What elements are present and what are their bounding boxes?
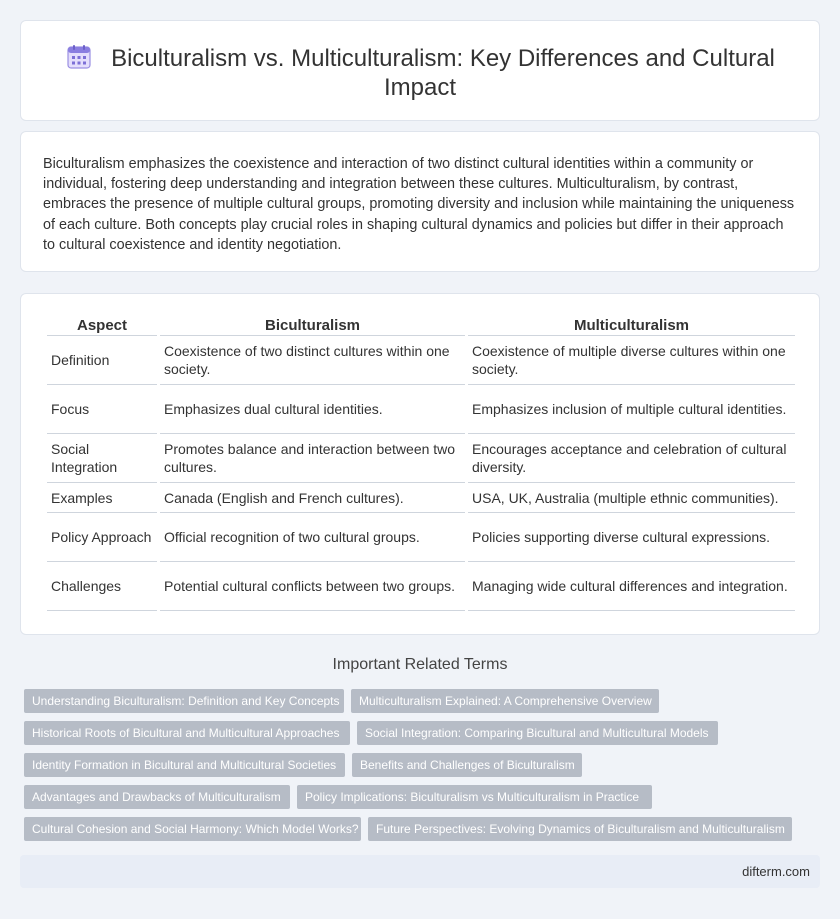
related-term-tag[interactable]: Advantages and Drawbacks of Multiculturalism	[24, 785, 290, 809]
table-cell-biculturalism: Potential cultural conflicts between two groups.	[160, 562, 465, 611]
table-row	[47, 385, 795, 434]
intro-paragraph: Biculturalism emphasizes the coexistence and interaction of two distinct cultural identities within a community or individual, fostering deep understanding and integration between these cultures. Multiculturalism, by contrast, embraces the presence of multiple cultural groups, promoting diversity and inclusion while maintaining the uniqueness of each culture. Both concepts play crucial roles in shaping cultural dynamics and policies but differ in their approach to cultural coexistence and identity negotiation.	[43, 156, 795, 253]
related-term-tag[interactable]: Social Integration: Comparing Bicultural and Multicultural Models	[357, 721, 718, 745]
related-term-tag[interactable]: Multiculturalism Explained: A Comprehensive Overview	[351, 689, 659, 713]
table-cell-multiculturalism: Coexistence of multiple diverse cultures within one society.	[468, 336, 795, 385]
table-cell-multiculturalism: USA, UK, Australia (multiple ethnic communities).	[468, 483, 795, 513]
related-term-tag[interactable]: Benefits and Challenges of Biculturalism	[352, 753, 582, 777]
table-row	[47, 336, 795, 385]
related-term-tag[interactable]: Understanding Biculturalism: Definition and Key Concepts	[24, 689, 344, 713]
table-row	[47, 513, 795, 562]
calendar-grid-icon	[65, 43, 93, 71]
table-cell-aspect: Definition	[47, 336, 157, 385]
column-header: Aspect	[47, 316, 157, 336]
related-term-tag[interactable]: Identity Formation in Bicultural and Multicultural Societies	[24, 753, 345, 777]
header-card	[20, 20, 820, 121]
related-term-tag[interactable]: Cultural Cohesion and Social Harmony: Which Model Works?	[24, 817, 361, 841]
table-header-row	[47, 316, 795, 336]
table-cell-biculturalism: Emphasizes dual cultural identities.	[160, 385, 465, 434]
page-title: Biculturalism vs. Multiculturalism: Key Differences and Cultural Impact	[111, 45, 775, 101]
column-header: Multiculturalism	[468, 316, 795, 336]
related-term-tag[interactable]: Historical Roots of Bicultural and Multicultural Approaches	[24, 721, 350, 745]
page-title-row	[61, 43, 779, 102]
table-cell-multiculturalism: Encourages acceptance and celebration of cultural diversity.	[468, 434, 795, 483]
related-term-tag[interactable]: Future Perspectives: Evolving Dynamics of Biculturalism and Multiculturalism	[368, 817, 792, 841]
table-cell-multiculturalism: Policies supporting diverse cultural expressions.	[468, 513, 795, 562]
table-cell-biculturalism: Official recognition of two cultural groups.	[160, 513, 465, 562]
related-terms-heading: Important Related Terms	[332, 656, 508, 673]
table-cell-aspect: Examples	[47, 483, 157, 513]
table-cell-biculturalism: Promotes balance and interaction between two cultures.	[160, 434, 465, 483]
table-row	[47, 434, 795, 483]
table-cell-aspect: Policy Approach	[47, 513, 157, 562]
table-cell-multiculturalism: Emphasizes inclusion of multiple cultural identities.	[468, 385, 795, 434]
column-header: Biculturalism	[160, 316, 465, 336]
related-term-tag[interactable]: Policy Implications: Biculturalism vs Multiculturalism in Practice	[297, 785, 652, 809]
table-cell-biculturalism: Canada (English and French cultures).	[160, 483, 465, 513]
table-row	[47, 562, 795, 611]
intro-card	[20, 131, 820, 272]
comparison-table-card	[20, 293, 820, 635]
footer	[20, 855, 820, 888]
table-cell-aspect: Focus	[47, 385, 157, 434]
comparison-table	[44, 316, 798, 611]
table-row	[47, 483, 795, 513]
table-cell-biculturalism: Coexistence of two distinct cultures within one society.	[160, 336, 465, 385]
table-cell-multiculturalism: Managing wide cultural differences and integration.	[468, 562, 795, 611]
footer-site-link[interactable]: difterm.com	[742, 864, 810, 879]
table-cell-aspect: Social Integration	[47, 434, 157, 483]
table-cell-aspect: Challenges	[47, 562, 157, 611]
